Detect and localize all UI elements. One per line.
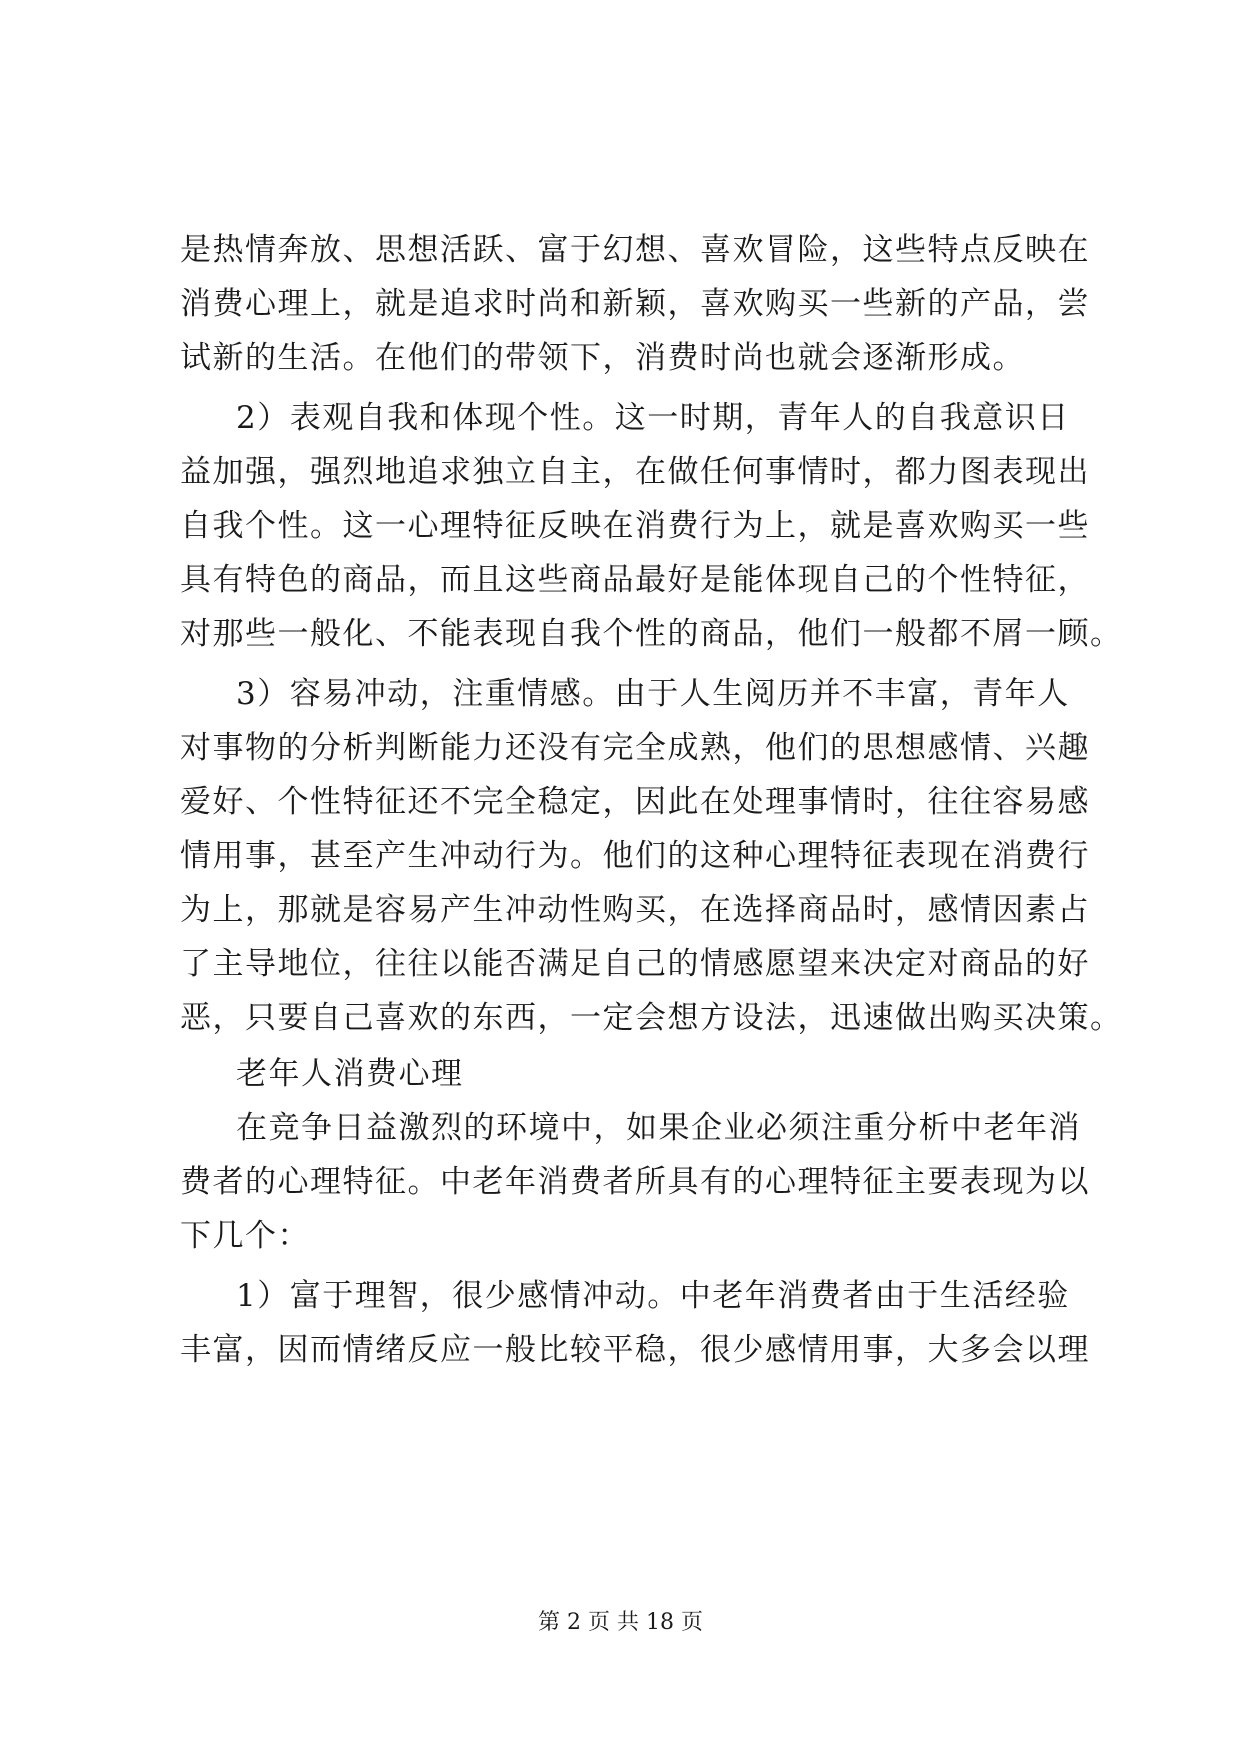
text-line: 是热情奔放、思想活跃、富于幻想、喜欢冒险，这些特点反映在 [180, 232, 1090, 268]
text-line: 了主导地位，往往以能否满足自己的情感愿望来决定对商品的好 [180, 946, 1090, 982]
page-number: 第 2 页 共 18 页 [538, 1610, 703, 1635]
text-line: 2）表观自我和体现个性。这一时期，青年人的自我意识日 [236, 400, 1070, 436]
text-line: 情用事，甚至产生冲动行为。他们的这种心理特征表现在消费行 [180, 838, 1090, 874]
text-line: 爱好、个性特征还不完全稳定，因此在处理事情时，往往容易感 [180, 784, 1090, 820]
text-line: 在竞争日益激烈的环境中，如果企业必须注重分析中老年消 [236, 1110, 1081, 1146]
text-line: 益加强，强烈地追求独立自主，在做任何事情时，都力图表现出 [180, 454, 1090, 490]
text-line: 下几个： [180, 1218, 310, 1254]
text-line: 为上，那就是容易产生冲动性购买，在选择商品时，感情因素占 [180, 892, 1090, 928]
text-line: 具有特色的商品，而且这些商品最好是能体现自己的个性特征， [180, 562, 1090, 598]
text-line: 恶，只要自己喜欢的东西，一定会想方设法，迅速做出购买决策。 [180, 1000, 1123, 1036]
text-line: 对那些一般化、不能表现自我个性的商品，他们一般都不屑一顾。 [180, 616, 1123, 652]
text-line: 自我个性。这一心理特征反映在消费行为上，就是喜欢购买一些 [180, 508, 1090, 544]
text-line: 费者的心理特征。中老年消费者所具有的心理特征主要表现为以 [180, 1164, 1090, 1200]
text-line: 消费心理上，就是追求时尚和新颖，喜欢购买一些新的产品，尝 [180, 286, 1090, 322]
text-line: 1）富于理智，很少感情冲动。中老年消费者由于生活经验 [236, 1278, 1070, 1314]
text-line: 3）容易冲动，注重情感。由于人生阅历并不丰富，青年人 [236, 676, 1070, 712]
text-line: 丰富，因而情绪反应一般比较平稳，很少感情用事，大多会以理 [180, 1332, 1090, 1368]
text-line: 试新的生活。在他们的带领下，消费时尚也就会逐渐形成。 [180, 340, 1025, 376]
section-heading: 老年人消费心理 [236, 1056, 464, 1092]
text-line: 对事物的分析判断能力还没有完全成熟，他们的思想感情、兴趣 [180, 730, 1090, 766]
